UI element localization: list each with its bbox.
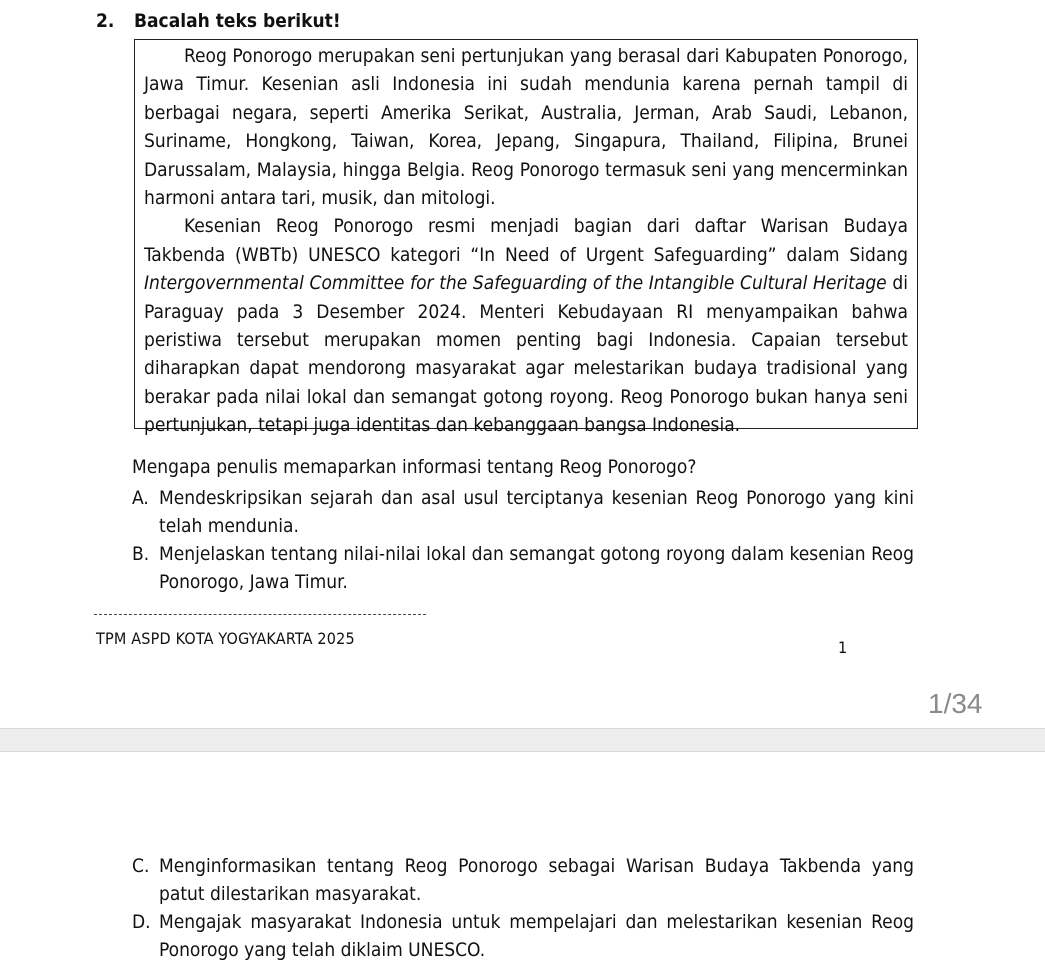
option-c-text: Menginformasikan tentang Reog Ponorogo sebagai Warisan Budaya Takbenda yang patut dilestarikan masyarakat.: [159, 855, 914, 906]
option-c[interactable]: [132, 852, 914, 909]
passage-paragraph-2-end: di Paraguay pada 3 Desember 2024. Menteri Kebudayaan RI menyampaikan bahwa peristiwa tersebut merupakan momen penting bagi Indonesia. Capaian tersebut diharapkan dapat mendorong masyarakat agar melestarikan budaya tradisional yang berakar pada nilai lokal dan semangat gotong royong. Reog Ponorogo bukan hanya seni pertunjukan, tetapi juga identitas dan kebanggaan bangsa Indonesia.: [144, 272, 908, 437]
option-b[interactable]: [132, 540, 914, 597]
passage-paragraph-2: [144, 212, 908, 439]
footer-exam-label: TPM ASPD KOTA YOGYAKARTA 2025: [96, 629, 355, 648]
viewer-page-indicator: 1/34: [928, 688, 983, 719]
passage-italic-committee-name: Intergovernmental Committee for the Safeguarding of the Intangible Cultural Heritage: [144, 272, 887, 295]
footer-divider: [94, 614, 426, 615]
option-a[interactable]: [132, 484, 914, 541]
option-b-text: Menjelaskan tentang nilai-nilai lokal dan semangat gotong royong dalam kesenian Reog Ponorogo, Jawa Timur.: [159, 543, 914, 594]
passage-paragraph-1: Reog Ponorogo merupakan seni pertunjukan yang berasal dari Kabupaten Ponorogo, Jawa Timur. Kesenian asli Indonesia ini sudah mendunia karena pernah tampil di berbagai negara, seperti Amerika Serikat, Australia, Jerman, Arab Saudi, Lebanon, Suriname, Hongkong, Taiwan, Korea, Jepang, Singapura, Thailand, Filipina, Brunei Darussalam, Malaysia, hingga Belgia. Reog Ponorogo termasuk seni yang mencerminkan harmoni antara tari, musik, dan mitologi.: [144, 45, 908, 210]
option-d[interactable]: [132, 908, 914, 965]
question-instruction: Bacalah teks berikut!: [134, 10, 341, 32]
reading-passage-box: [134, 39, 918, 437]
document-page-2: [0, 752, 1045, 971]
option-c-letter: C.: [132, 855, 150, 877]
option-d-letter: D.: [132, 911, 151, 933]
option-d-text: Mengajak masyarakat Indonesia untuk mempelajari dan melestarikan kesenian Reog Ponorogo yang telah diklaim UNESCO.: [159, 911, 914, 962]
page-separator: [0, 728, 1045, 752]
question-prompt: Mengapa penulis memaparkan informasi tentang Reog Ponorogo?: [132, 456, 697, 478]
option-b-letter: B.: [132, 543, 150, 565]
passage-paragraph-2-start: Kesenian Reog Ponorogo resmi menjadi bagian dari daftar Warisan Budaya Takbenda (WBTb) UNESCO kategori “In Need of Urgent Safeguarding” dalam Sidang: [144, 215, 908, 266]
footer-page-number: 1: [838, 638, 848, 657]
option-a-letter: A.: [132, 487, 149, 509]
question-number: 2.: [96, 10, 115, 32]
option-a-text: Mendeskripsikan sejarah dan asal usul terciptanya kesenian Reog Ponorogo yang kini telah mendunia.: [159, 487, 914, 538]
